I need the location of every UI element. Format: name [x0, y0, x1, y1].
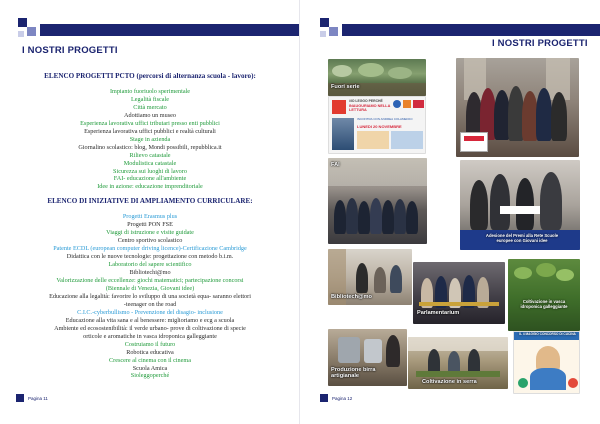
project-item: Robotica educativa — [126, 348, 174, 356]
collage-main-heading: INAUGURIAMO NELLA LETTURA — [349, 104, 391, 112]
project-item: Ambiente ed ecosostenibilità: il verde urbano- prove di coltivazione di specie — [54, 324, 246, 332]
caption-birra: Produzione birra artigianale — [331, 367, 376, 379]
page-title: I NOSTRI PROGETTI — [492, 38, 588, 49]
photo-fai — [328, 158, 427, 244]
extra-list — [8, 213, 292, 380]
right-page — [300, 0, 600, 424]
footer-left — [16, 394, 48, 402]
project-item: Giornalino scolastico: blog, Mondi possibili, repubblica.it — [78, 143, 222, 151]
project-item: Modulistica catastale — [123, 159, 177, 167]
caption-vasca: Coltivazione in vasca idroponica galleggiante — [520, 299, 568, 309]
project-item: Impianto fuoriuolo sperimentale — [109, 88, 191, 95]
caption-bibliotechamo: Bibliotech@mo — [331, 294, 372, 300]
caption-serra: Coltivazione in serra — [422, 379, 477, 385]
project-item: Adottiamo un museo — [124, 111, 176, 119]
project-item: Bibliotechi@mo — [129, 269, 171, 277]
photo-fuori-serie — [328, 59, 426, 96]
project-item: Progetti PON FSE — [127, 221, 173, 229]
project-item: Scuola Amica — [132, 364, 168, 372]
project-item: Città mercato — [133, 103, 167, 111]
project-item: FAI- educazione all'ambiente — [113, 175, 187, 183]
footer-square — [16, 394, 24, 402]
page-title: I NOSTRI PROGETTI — [22, 45, 118, 56]
project-item: Educazione alla vita sana e al benessere: miglioriamo e ecg a scuola — [65, 316, 235, 324]
photo-vasca-idroponica — [508, 259, 580, 331]
project-item: (Biennale di Venezia, Giovani idee) — [105, 284, 195, 292]
project-item: Esperienza lavorativa uffici pubblici e realtà culturali — [84, 127, 216, 135]
pcto-list — [8, 88, 292, 191]
caption-adesione: Adesione del Premi alla Rete Scuole europee con Giovani idee — [485, 233, 559, 243]
photo-adesione — [460, 160, 580, 250]
collage-small-heading: #IO LEGGO PERCHÉ — [349, 99, 383, 103]
project-item: Crescere al cinema con il cinema — [109, 356, 191, 364]
project-item: Viaggi di istruzione e visite guidate — [106, 229, 194, 237]
photo-flyer-concorso — [513, 331, 580, 394]
project-item: Idee in azione: educazione imprenditoriale — [97, 183, 203, 191]
extra-heading: ELENCO DI INIZIATIVE DI AMPLIAMENTO CURRICULARE: — [47, 197, 253, 206]
project-item: Patente ECDL (european computer driving licence)-Certificazione Cambridge — [53, 245, 247, 253]
caption-fuori-serie: Fuori serie — [331, 84, 360, 90]
project-item: orticole e aromatiche in vasca idroponica galleggiante — [83, 332, 217, 340]
project-item: Stage in azienda — [129, 135, 171, 143]
photo-coltivazione-serra — [408, 337, 508, 389]
project-item: Sioleggoperché — [130, 372, 170, 380]
header-bar — [342, 24, 600, 36]
project-item: Educazione alla legalità: favorire lo sviluppo di una società equa- saranno elettori — [49, 292, 251, 300]
project-item: Laboratorio del sapere scientifico — [108, 261, 192, 269]
photo-parlamentarium — [413, 262, 505, 324]
projects-text — [8, 72, 292, 380]
project-item: -teenager on the road — [123, 300, 177, 308]
flyer-heading: IL 4 MAGGIO CONCORSO DI CUCINA — [519, 332, 576, 336]
page-number: Pagina 11 — [28, 395, 48, 401]
collage-date: LUNEDI 20 NOVEMBRE — [357, 124, 402, 129]
project-item: Centro sportivo scolastico — [117, 237, 183, 245]
footer-right — [320, 394, 352, 402]
photo-group-students — [456, 58, 579, 157]
project-item: Progetti Erasmus plus — [122, 213, 178, 221]
header-bar — [40, 24, 300, 36]
project-item: Legalità fiscale — [131, 95, 169, 103]
photo-bibliotechamo — [328, 249, 412, 305]
project-item: Costruiamo il futuro — [124, 340, 176, 348]
footer-square — [320, 394, 328, 402]
project-item: Sicurezza sui luoghi di lavoro — [113, 167, 187, 175]
project-item: Esperienza lavorativa uffici tributari presso enti pubblici — [80, 119, 220, 127]
pcto-heading: ELENCO PROGETTI PCTO (percorsi di alternanza scuola - lavoro): — [44, 72, 256, 80]
collage-sub-heading: INCONTRA CON ANDREA COLAMEDICI — [357, 117, 413, 121]
project-item: Valorizzazione delle eccellenze: giochi matematici; partecipazione concorsi — [56, 277, 244, 285]
project-item: Rilievo catastale — [129, 151, 171, 159]
caption-fai: FAI — [331, 162, 340, 168]
project-item: C.I.C.-cyberbullismo - Prevenzione del disagio- inclusione — [77, 308, 223, 316]
photo-birra-artigianale — [328, 329, 407, 386]
project-item: Didattica con le nuove tecnologie: progettazione con metodo b.i.m. — [66, 253, 234, 261]
photo-leggo-collage — [328, 96, 426, 154]
page-number: Pagina 12 — [332, 395, 353, 401]
caption-parlamentarium: Parlamentarium — [417, 310, 460, 316]
